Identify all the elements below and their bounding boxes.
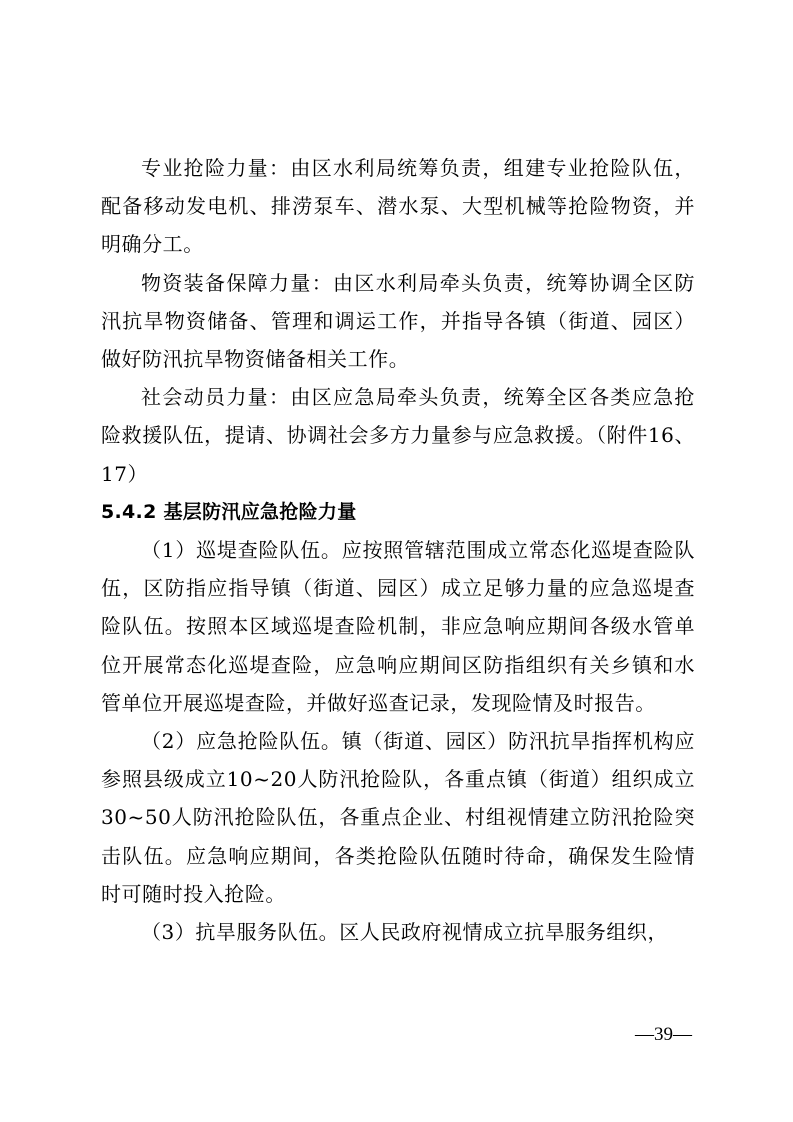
document-body	[101, 149, 695, 951]
paragraph-social-mobilization: 社会动员力量：由区应急局牵头负责，统筹全区各类应急抢险救援队伍，提请、协调社会多方力量参与应急救援。（附件16、17）	[101, 385, 695, 486]
page-number: —39—	[635, 1024, 692, 1045]
paragraph-emergency-rescue: （2）应急抢险队伍。镇（街道、园区）防汛抗旱指挥机构应参照县级成立10~20人防汛抢险队，各重点镇（街道）组织成立30~50人防汛抢险队伍，各重点企业、村组视情建立防汛抢险突击队伍。应急响应期间，各类抢险队伍随时待命，确保发生险情时可随时投入抢险。	[101, 729, 695, 906]
paragraph-levee-patrol: （1）巡堤查险队伍。应按照管辖范围成立常态化巡堤查险队伍，区防指应指导镇（街道、园区）成立足够力量的应急巡堤查险队伍。按照本区域巡堤查险机制，非应急响应期间各级水管单位开展常态化巡堤查险，应急响应期间区防指组织有关乡镇和水管单位开展巡堤查险，并做好巡查记录，发现险情及时报告。	[101, 538, 695, 715]
paragraph-material-support: 物资装备保障力量：由区水利局牵头负责，统筹协调全区防汛抗旱物资储备、管理和调运工作，并指导各镇（街道、园区）做好防汛抗旱物资储备相关工作。	[101, 270, 695, 372]
section-heading: 5.4.2 基层防汛应急抢险力量	[101, 500, 357, 523]
paragraph-professional-rescue: 专业抢险力量：由区水利局统筹负责，组建专业抢险队伍，配备移动发电机、排涝泵车、潜水泵、大型机械等抢险物资，并明确分工。	[101, 156, 695, 257]
paragraph-drought-service: （3）抗旱服务队伍。区人民政府视情成立抗旱服务组织，	[141, 920, 669, 945]
